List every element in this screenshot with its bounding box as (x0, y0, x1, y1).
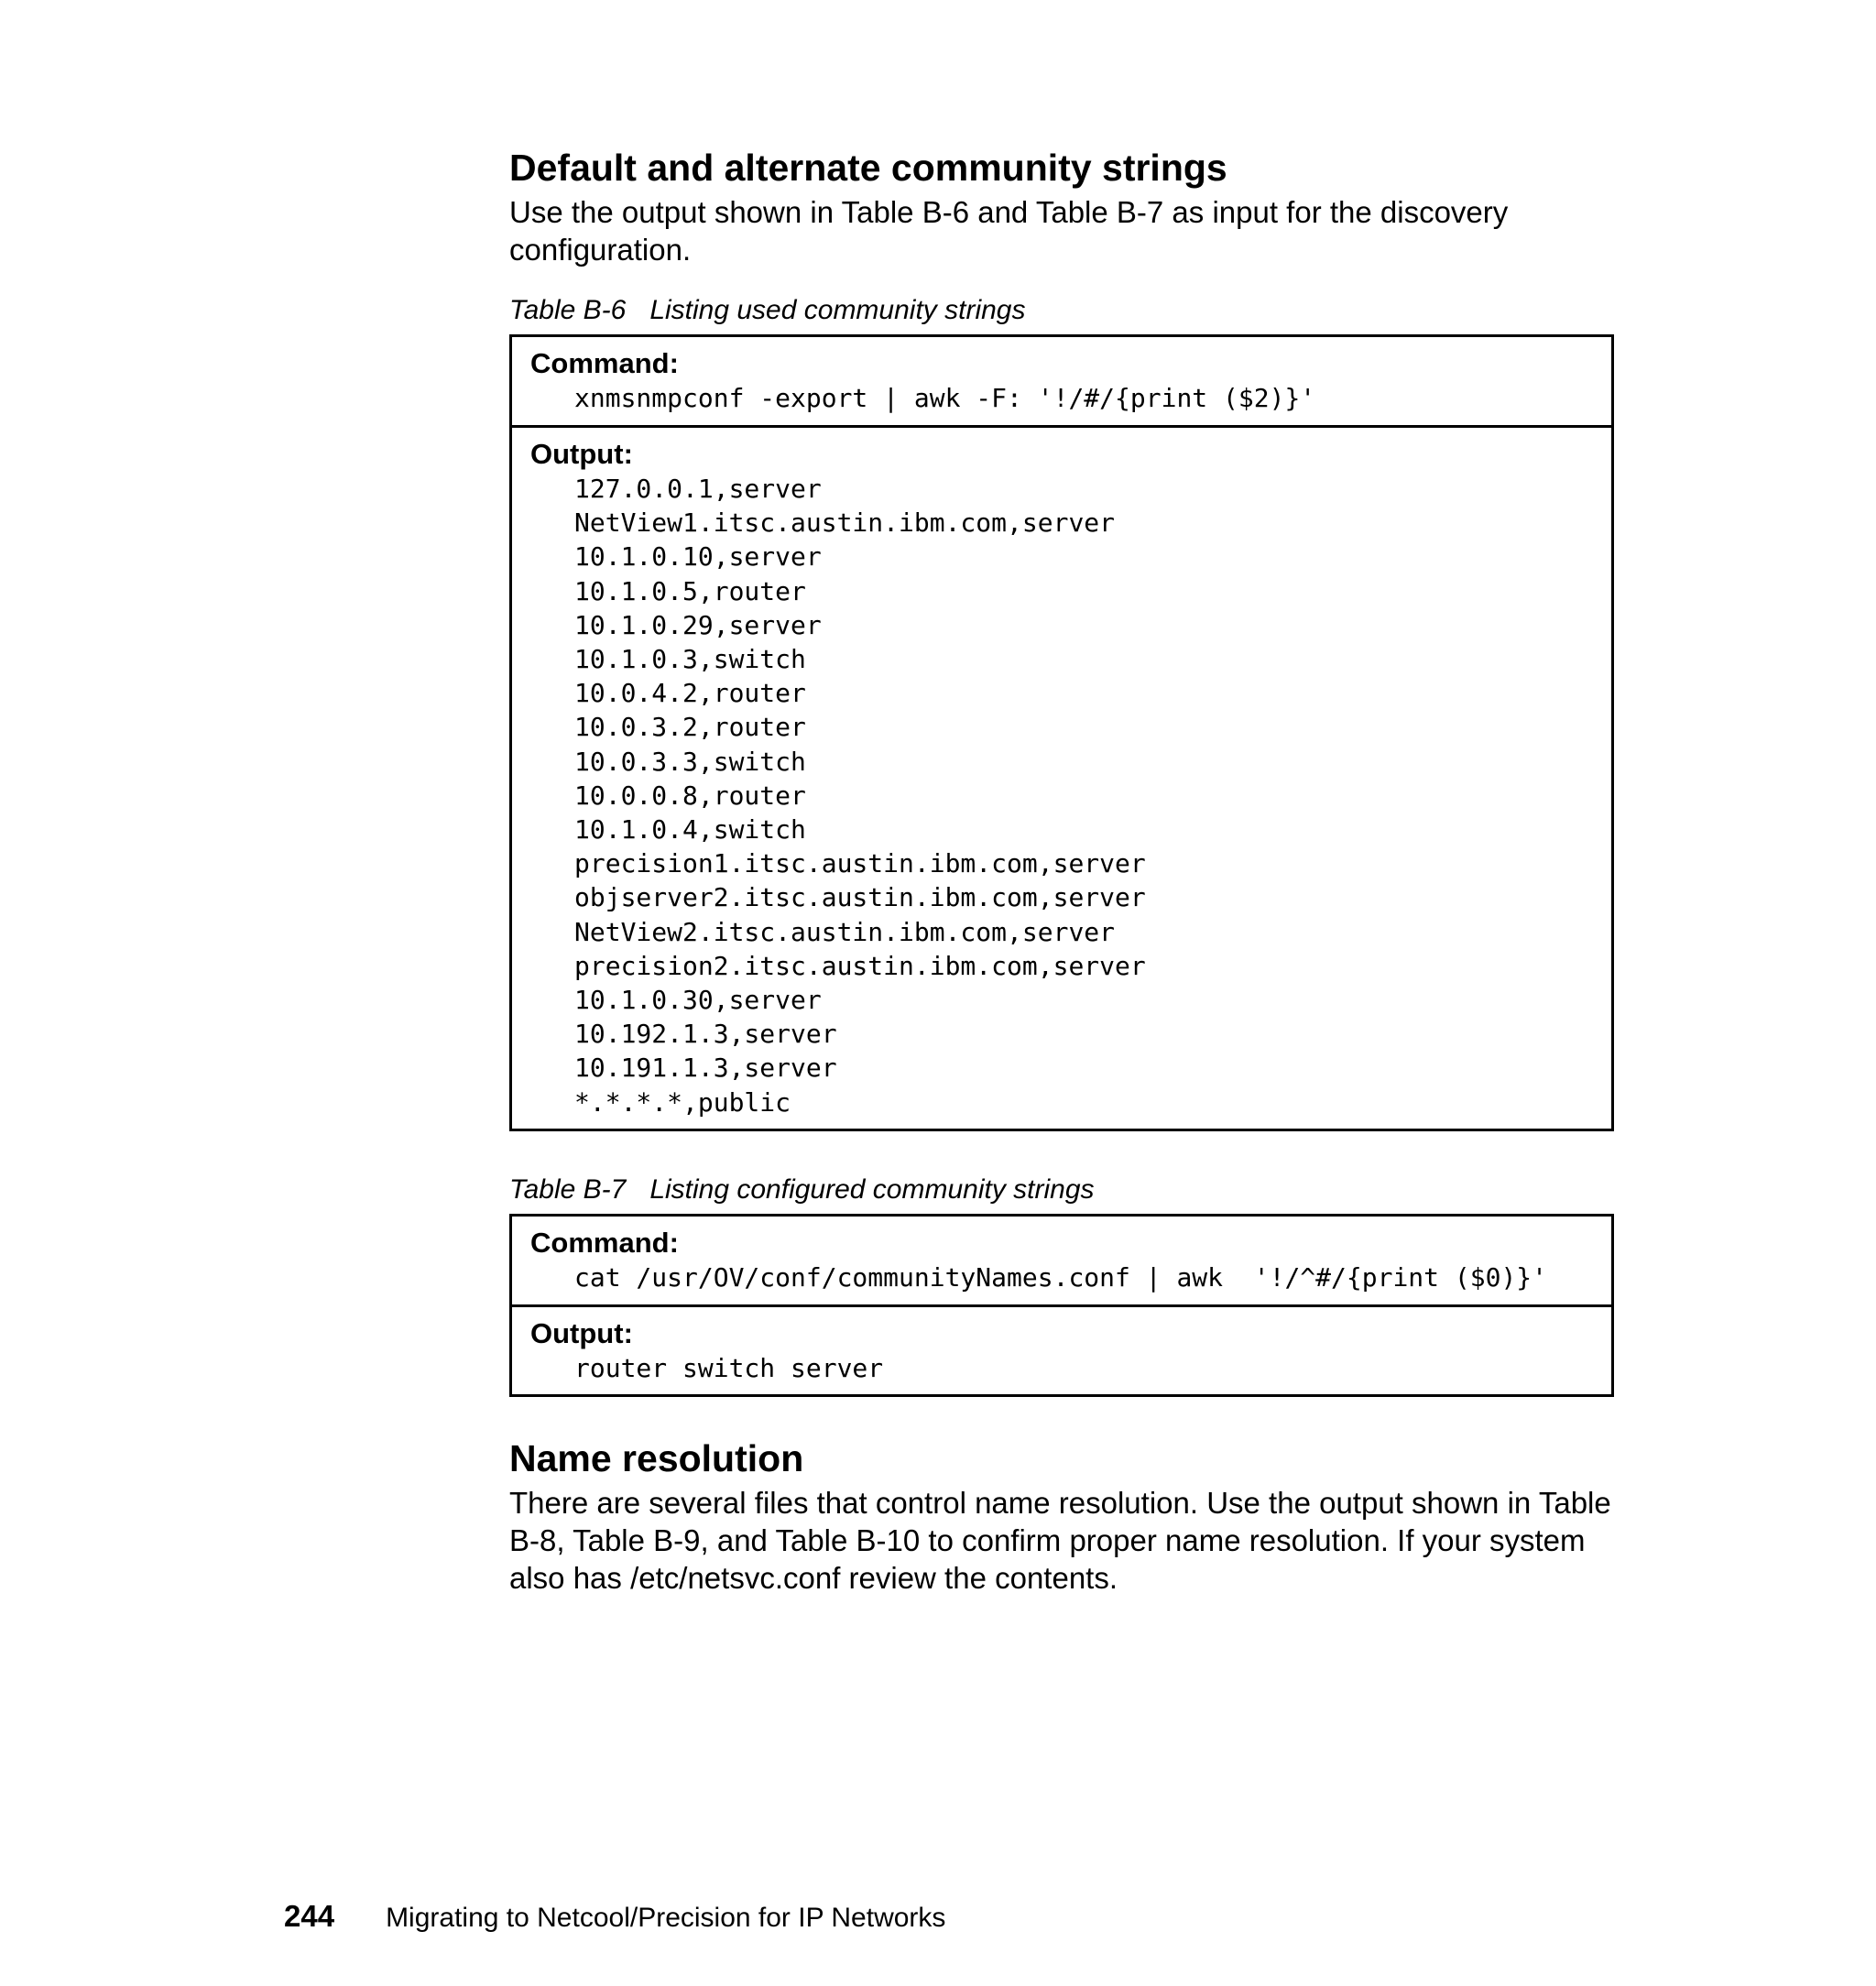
page-content (509, 145, 1614, 1597)
table-b7-output-cell (512, 1304, 1611, 1394)
table-b7-output: router switch server (574, 1352, 884, 1383)
table-b7-caption (509, 1173, 1614, 1206)
output-line: 10.192.1.3,server (574, 1019, 837, 1050)
table-b6-title: Listing used community strings (649, 295, 1026, 325)
output-line: 10.191.1.3,server (574, 1053, 837, 1084)
table-b6 (509, 334, 1614, 1131)
name-resolution-paragraph: There are several files that control name resolution. Use the output shown in Table B-8, Table B-9, and Table B-10 to confirm proper name resolution. If your system also has /etc/netsvc.conf review the contents. (509, 1486, 1611, 1596)
table-b7-number: Table B-7 (509, 1173, 627, 1205)
output-line: 10.0.3.3,switch (574, 746, 806, 777)
table-b7-title: Listing configured community strings (649, 1173, 1095, 1205)
output-line: 10.0.4.2,router (574, 678, 806, 709)
table-b7-command: cat /usr/OV/conf/communityNames.conf | awk '!/^#/{print ($0)}' (574, 1261, 1548, 1293)
book-title: Migrating to Netcool/Precision for IP Networks (386, 1903, 946, 1933)
page-number: 244 (284, 1899, 335, 1933)
table-b7-command-label: Command: (530, 1226, 679, 1259)
page-footer (284, 1898, 945, 1937)
table-b6-caption (509, 294, 1614, 327)
output-line: 10.1.0.5,router (574, 575, 806, 606)
output-line: precision1.itsc.austin.ibm.com,server (574, 848, 1146, 879)
table-b6-command-label: Command: (530, 347, 679, 379)
table-b6-command-cell (512, 337, 1611, 425)
output-line: 10.1.0.30,server (574, 985, 822, 1016)
output-line: NetView1.itsc.austin.ibm.com,server (574, 507, 1116, 539)
output-line: *.*.*.*,public (574, 1086, 791, 1118)
output-line: 10.1.0.3,switch (574, 644, 806, 675)
output-line: objserver2.itsc.austin.ibm.com,server (574, 882, 1146, 913)
output-line: precision2.itsc.austin.ibm.com,server (574, 950, 1146, 981)
table-b7 (509, 1214, 1614, 1397)
output-line: 10.1.0.4,switch (574, 814, 806, 846)
table-b6-output-label: Output: (530, 438, 633, 470)
output-line: NetView2.itsc.austin.ibm.com,server (574, 916, 1116, 947)
output-line: 10.0.0.8,router (574, 780, 806, 811)
section-heading-community-strings: Default and alternate community strings (509, 147, 1227, 189)
table-b7-output-label: Output: (530, 1316, 633, 1349)
table-b6-number: Table B-6 (509, 295, 627, 325)
output-line: 127.0.0.1,server (574, 474, 822, 504)
output-line: 10.1.0.29,server (574, 609, 822, 640)
output-line: 10.0.3.2,router (574, 712, 806, 743)
output-line: 10.1.0.10,server (574, 541, 822, 573)
section-intro-paragraph: Use the output shown in Table B-6 and Table B-7 as input for the discovery configuration. (509, 195, 1509, 267)
section-heading-name-resolution: Name resolution (509, 1437, 804, 1480)
table-b6-output-cell (512, 425, 1611, 1129)
table-b7-command-cell (512, 1217, 1611, 1304)
table-b6-command: xnmsnmpconf -export | awk -F: '!/#/{print ($2)}' (574, 383, 1316, 413)
table-b6-output (530, 472, 1593, 1119)
